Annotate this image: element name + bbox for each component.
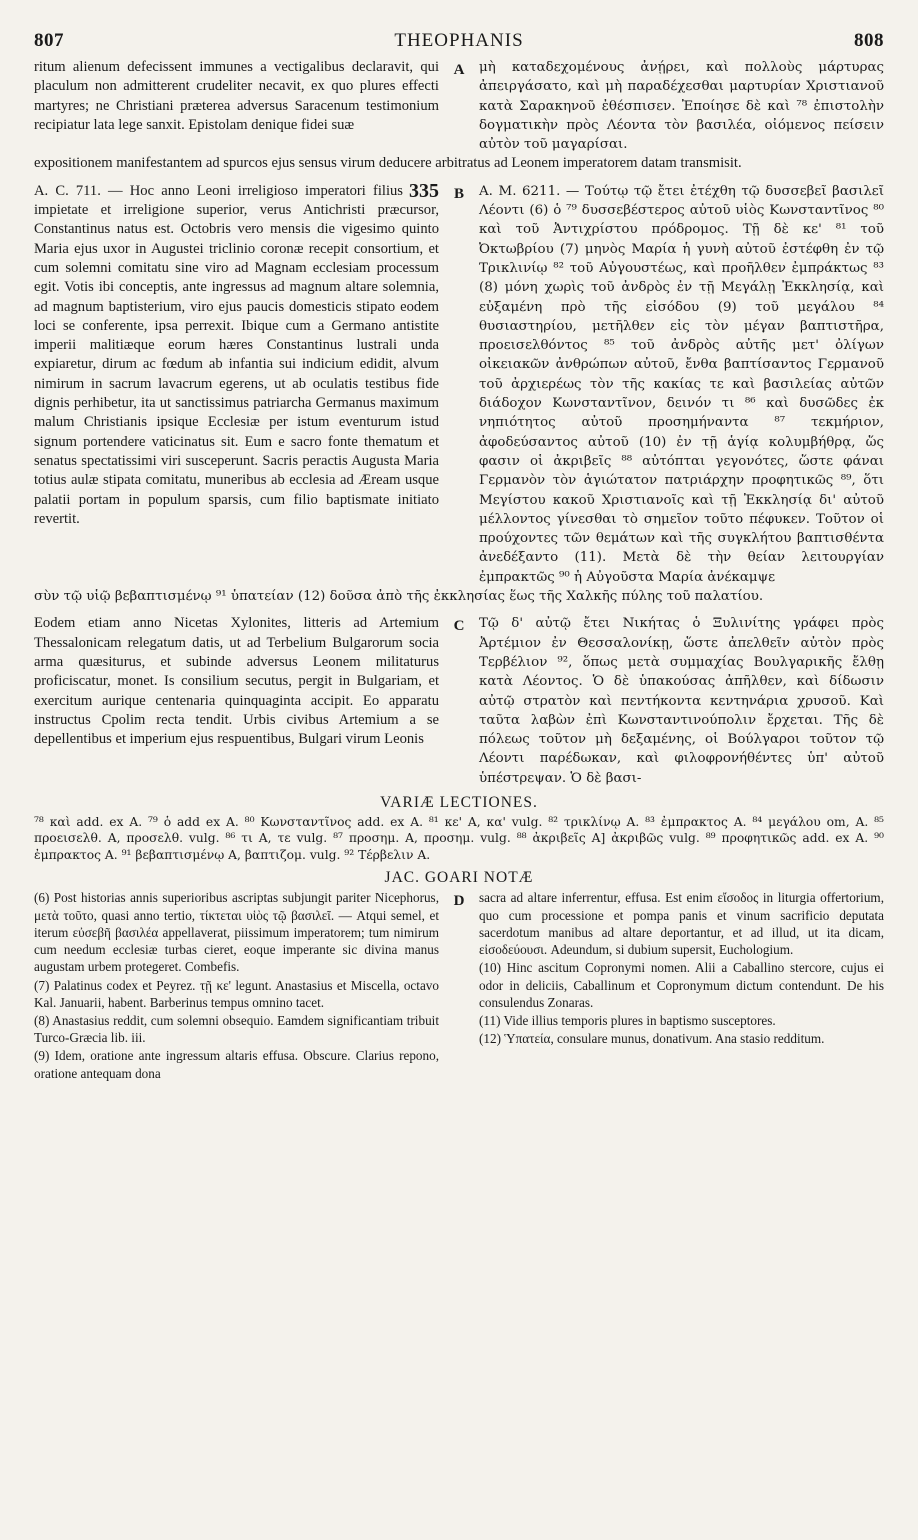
note-10: (10) Hinc ascitum Copronymi nomen. Alii a Caballino stercore, cujus ei odor in deliciis, Caballinum et Copronymum dictum contendunt. De his consulendus Zonaras. [479,960,884,1010]
margin-page-number: 335 [409,179,439,202]
latin-text-c: Eodem etiam anno Nicetas Xylonites, litteris ad Artemium Thessalonicam relegatum datis, ut ad Terbelium Bulgarorum socia arma quӕsiturus, et subinde adversus Leonem militaturus proficiscatur, monet. Is consilium secutus, pergit in Bulgariam, et exercitum aurique centenaria quinquaginta accipit. Eo apparatu instructus Cpolim recta tendit. Urbis civibus Artemium a se depellentibus et imperium ejus respuentibus, Bulgari virum Leonis [34,615,439,748]
greek-bridge-text: σὺν τῷ υἱῷ βεβαπτισμένῳ ⁹¹ ὑπατείαν (12) δοῦσα ἀπὸ τῆς ἐκκλησίας ἕως τῆς Χαλκῆς πύλης τοῦ παλατίου. [34,589,764,605]
variae-lectiones-text: ⁷⁸ καὶ add. ex A. ⁷⁹ ὁ add ex A. ⁸⁰ Κωνσταντῖνος add. ex A. ⁸¹ κε' A, κα' vulg. ⁸² τρικλίνῳ A. ⁸³ ἐμπρακτος A. ⁸⁴ μεγάλου om, A. ⁸⁵ προεισελθ. A, προσελθ. vulg. ⁸⁶ τι A, τε vulg. ⁸⁷ προσημ. A, προσημ. vulg. ⁸⁸ ἀκριβεῖς A] ἀκριβῶς vulg. ⁸⁹ προφητικῶς add. ex A. ⁹⁰ ἐμπρακτος A. ⁹¹ βεβαπτισμένῳ A, βαπτιζομ. vulg. ⁹² Τέρβελιν A. [34,814,884,862]
section-marker-c: C [453,618,465,635]
latin-column-c [34,614,439,788]
section-marker-a: A [453,62,465,78]
section-a [34,58,884,154]
greek-text-b: A. M. 6211. — Τούτῳ τῷ ἔτει ἐτέχθη τῷ δυσσεβεῖ βασιλεῖ Λέοντι (6) ὁ ⁷⁹ δυσσεβέστερος αὐτοῦ υἱὸς Κωνσταντῖνος ⁸⁰ καὶ τοῦ Ἀντιχρίστου πρόδρομος. Τῇ δὲ κε' ⁸¹ τοῦ Ὀκτωβρίου (7) μηνὸς Μαρία ἡ γυνὴ αὐτοῦ ἐστέφθη ἐν τῷ Τρικλινίῳ ⁸² τοῦ Αὐγουστέως, καὶ προῆλθεν ἐμπράκτως ⁸³ (8) μόνη χωρὶς τοῦ ἀνδρὸς ἐν τῇ Μεγάλῃ Ἐκκλησίᾳ, καὶ εὐξαμένη πρὸ τῆς εἰσόδου (9) τοῦ μεγάλου ⁸⁴ θυσιαστηρίου, μετῆλθεν εἰς τὸν μέγαν βαπτιστῆρα, προεισελθόντος ⁸⁵ τοῦ ἀνδρὸς αὐτῆς μετ' ὀλίγων οἰκειακῶν ἀνθρώπων αὐτοῦ, ἔνθα βαπτίσαντος Γερμανοῦ τοῦ ἀρχιερέως τὸν τῆς κακίας τε καὶ βασιλείας αὐτῶν διάδοχον Κωνσταντῖνον, δεινόν τι ⁸⁶ καὶ δυσῶδες ἐκ νηπιότητος αὐτοῦ προσημήναντα ⁸⁷ τεκμήριον, ἀφοδεύσαντος αὐτοῦ (10) ἐν τῇ ἁγίᾳ κολυμβήθρᾳ, ὥς φασιν οἱ ἀκριβεῖς ⁸⁸ αὐτόπται γεγονότες, ὥστε φάναι Γερμανὸν τὸν ἁγιώτατον πατριάρχην προφητικῶς ⁸⁹, ὅτι Μεγίστου κακοῦ Χριστιανοῖς καὶ τῇ Ἐκκλησίᾳ δι' αὐτοῦ μέλλοντος γίνεσθαι τὸ σημεῖον τοῦτο πέφυκεν. Τοῦτον οἱ προύχοντες τῶν θεμάτων καὶ τῆς συγκλήτου βαπτισθέντα ἀνεδέξαντο (11). Μετὰ δὲ τὴν θείαν λειτουργίαν ἐμπρακτῶς ⁹⁰ ἡ Αὐγοῦστα Μαρία ἀνέκαμψε [479,183,884,585]
latin-bridge-1: expositionem manifestantem ad spurcos ejus sensus virum deducere arbitratus ad Leonem imperatorem datam transmisit. [34,155,742,172]
section-c [34,614,884,788]
greek-text-c: Τῷ δ' αὐτῷ ἔτει Νικήτας ὁ Ξυλινίτης γράφει πρὸς Ἀρτέμιον ἐν Θεσσαλονίκῃ, ὥστε ἀπελθεῖν αὐτὸν πρὸς Τερβέλιον ⁹², ὅπως μετὰ συμμαχίας Βουλγαρικῆς ἔλθῃ κατὰ Λέοντος. Ὁ δὲ ὑπακούσας ἀπῆλθεν, καὶ δίδωσιν αὐτῷ στρατὸν καὶ πεντήκοντα κεντηνάρια χρυσοῦ. Καὶ ταῦτα λαβὼν ἐπὶ Κωνσταντινούπολιν ἔρχεται. Τῆς δὲ πόλεως τοῦτον μὴ δεξαμένης, οἱ Βούλγαροι τοῦτον τῷ Λέοντι παρέδωκαν, καὶ φιλοφρονήθέντες ὑπ' αὐτοῦ ὑπέστρεψαν. Ὁ δὲ βασι- [479,616,884,786]
left-page-number: 807 [34,30,64,51]
notes-right-column [479,889,884,1082]
notes-section [34,889,884,1082]
greek-text-a: μὴ καταδεχομένους ἀνῄρει, καὶ πολλοὺς μάρτυρας ἀπειργάσατο, καὶ μὴ παραδέχεσθαι μαρτυρίαν Χριστιανοῦ κατὰ Σαρακηνοῦ ἐθέσπισεν. Ἐποίησε δὲ καὶ ⁷⁸ ἐπιστολὴν δογματικὴν πρὸς Λέοντα τὸν βασιλέα, οἰόμενος πείσειν αὐτὸν τοῦ μαγαρίσαι. [479,60,884,153]
note-8: (8) Anastasius reddit, cum solemni obsequio. Eamdem significantiam tribuit Turco-Grӕcia lib. iii. [34,1012,439,1046]
latin-text-a: ritum alienum defecissent immunes a vectigalibus declaravit, qui placulum non admitterent crudeliter necavit, ex quo plures effecti martyres; ne Christiani prӕterea adversus Saracenum testimonium recipiatur lata lege sanxit. Epistolam denique fidei suӕ [34,59,439,133]
note-11: (11) Vide illius temporis plures in baptismo susceptores. [479,1012,776,1028]
latin-column-a [34,58,439,154]
section-marker-d: D [453,893,465,910]
section-b [34,179,884,587]
section-marker-b: B [453,185,464,202]
notae-title: JAC. GOARI NOTÆ [384,869,534,887]
notes-left-column [34,889,439,1082]
note-7: (7) Palatinus codex et Peyrez. τῇ κε' legunt. Anastasius et Miscella, octavo Kal. Januarii, habent. Barberinus tempus omnino tacet. [34,977,439,1010]
greek-column-a [479,58,884,154]
note-9: (9) Idem, oratione ante ingressum altaris effusa. Obscure. Clarius repono, oratione antequam dona [34,1048,439,1081]
greek-column-c [479,614,884,788]
right-page-number: 808 [854,30,884,51]
variae-lectiones-title: VARIÆ LECTIONES. [380,793,538,811]
greek-bridge-2 [34,587,884,606]
page-header [34,30,884,58]
note-9-cont: sacra ad altare inferrentur, effusa. Est enim εἴσοδος in liturgia offertorium, quo cum processione et pompa panis et vinum sacrificio deputata sacerdotum manibus ad altare deportantur, et ad illud, ut ita dicam, εἰσοδεύουσι. Adeundum, si dubium supersit, Euchologium. [479,890,884,958]
latin-text-b: A. C. 711. — Hoc anno Leoni irreligioso imperatori filius impietate et irreligione superior, verus Antichristi prӕcursor, Constantinus natus est. Octobris vero mensis die vigesimo quinto Maria ejus uxor in Augustei triclinio coronӕ recepit consortium, et cum solemni comitatu sine viro ad Magnam ecclesiam processum egit. Votis ibi conceptis, ante ingressus ad magnum altare solemnia, ad magnum baptisterium, viro ejus paucis domesticis stipato eodem loci se conferente, ipsa perrexit. Ibique cum a Germano antistite imperii malitiӕque eorum hӕres Constantinus lustrali unda expiaretur, dirum ac fœdum ab infantia sui indicium edidit, alvum nimirum in sacrum lavacrum egerens, ut ab oculatis testibus fide dignis perhibetur, ita ut sanctissimus patriarcha Germanus maximum malum Christianis ipsique Ecclesiӕ per istum eventurum istud signum portendere vaticinatus sit. Eum e sacro fonte thematum et senatus spectatissimi viri susceperunt. Sacris peractis Augusta Maria totius aulӕ stipata comitatu, muneribus ab ecclesia ad Æream usque palatii portam in populum sparsis, cum filio baptismate initiato revertit. [34,182,439,527]
latin-column-b [34,179,439,587]
note-12: (12) Ὑπατεία, consulare munus, donativum. Ana stasio redditum. [479,1031,825,1047]
note-6: (6) Post historias annis superioribus ascriptas subjungit pariter Nicephorus, μετὰ τοῦτο, quasi anno tertio, τίκτεται υἱὸς τῷ βασιλεῖ. — Atqui semel, et iterum εὐσεβῆ βασιλέα appellaverat, piissimum imperatorem; tum nimirum cum needum ecclesiӕ turbas cieret, eoque imperante sic divina manus augustam urbem protegeret. Combefis. [34,890,439,975]
greek-column-b [479,182,884,587]
running-title: THEOPHANIS [394,30,524,51]
